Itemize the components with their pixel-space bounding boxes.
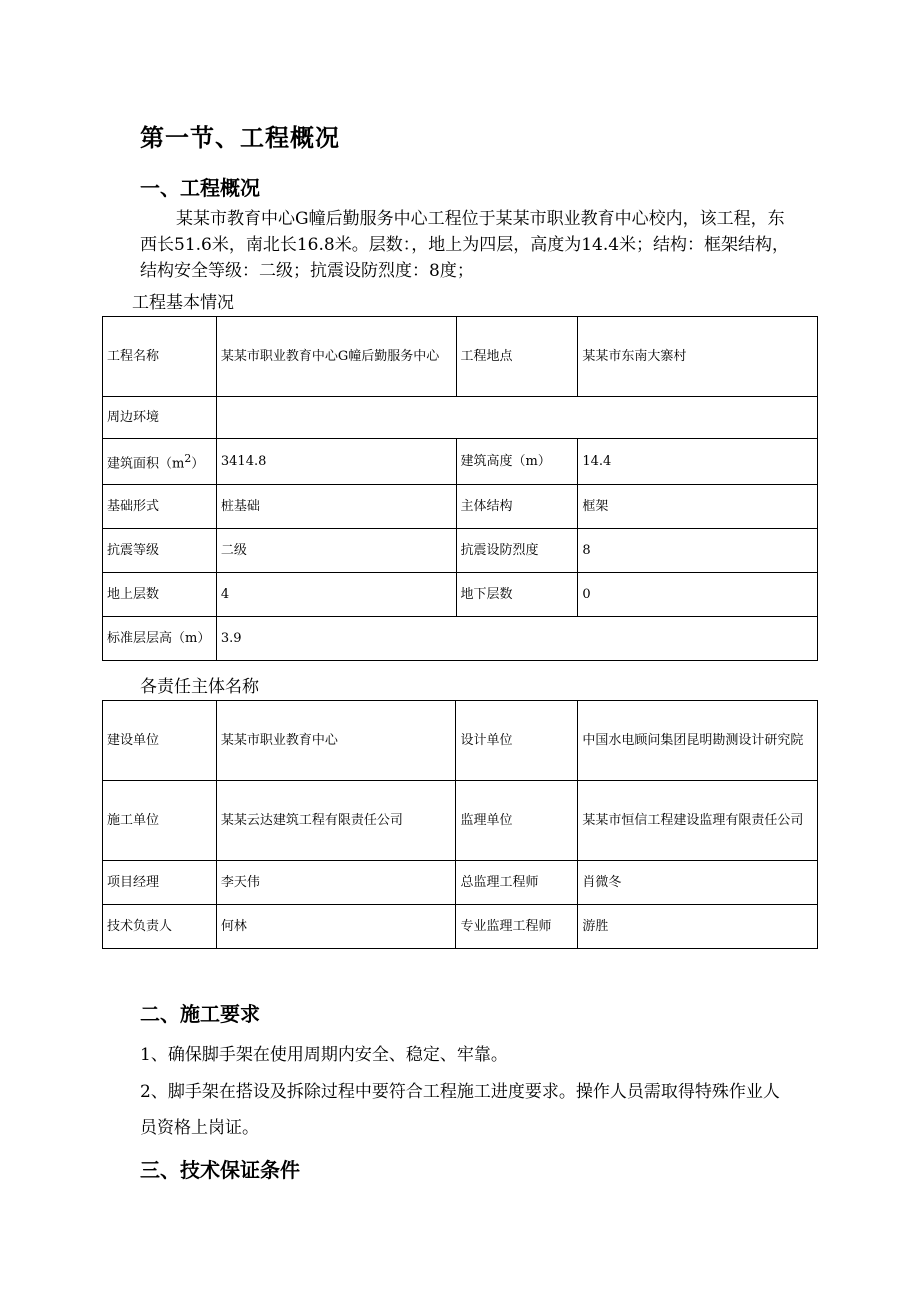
cell-value: 4 xyxy=(216,573,456,617)
table-row xyxy=(103,397,818,439)
cell-label: 工程名称 xyxy=(103,317,217,397)
cell-value: 何林 xyxy=(216,905,456,949)
cell-value: 框架 xyxy=(578,485,818,529)
cell-value: 某某市职业教育中心G幢后勤服务中心 xyxy=(216,317,456,397)
overview-paragraph: 某某市教育中心G幢后勤服务中心工程位于某某市职业教育中心校内，该工程，东西长51.6米，南北长16.8米。层数：，地上为四层，高度为14.4米；结构：框架结构，结构安全等级：二级；抗震设防烈度：8度； xyxy=(140,209,790,281)
cell-value: 某某市恒信工程建设监理有限责任公司 xyxy=(578,781,818,861)
table-row xyxy=(103,317,818,397)
page-title: 第一节、工程概况 xyxy=(140,123,340,152)
cell-label xyxy=(103,439,217,485)
cell-label: 施工单位 xyxy=(103,781,217,861)
cell-value: 游胜 xyxy=(578,905,818,949)
table2-caption: 各责任主体名称 xyxy=(140,677,259,697)
cell-value: 李天伟 xyxy=(216,861,456,905)
cell-label: 建设单位 xyxy=(103,701,217,781)
project-basic-table xyxy=(102,316,818,661)
cell-label: 地下层数 xyxy=(456,573,578,617)
table-row xyxy=(103,439,818,485)
cell-value: 14.4 xyxy=(578,439,818,485)
cell-value: 某某云达建筑工程有限责任公司 xyxy=(216,781,456,861)
cell-value: 3.9 xyxy=(216,617,817,661)
cell-value: 桩基础 xyxy=(216,485,456,529)
cell-value: 某某市职业教育中心 xyxy=(216,701,456,781)
heading-construction-requirements: 二、施工要求 xyxy=(140,1002,260,1026)
responsible-parties-table xyxy=(102,700,818,949)
cell-label: 标准层层高（m） xyxy=(103,617,217,661)
heading-overview: 一、工程概况 xyxy=(140,176,260,200)
table-row xyxy=(103,905,818,949)
cell-label: 项目经理 xyxy=(103,861,217,905)
superscript: 2 xyxy=(184,451,192,465)
table-row xyxy=(103,861,818,905)
cell-value: 二级 xyxy=(216,529,456,573)
cell-value: 中国水电顾问集团昆明勘测设计研究院 xyxy=(578,701,818,781)
cell-value: 0 xyxy=(578,573,818,617)
table-row xyxy=(103,485,818,529)
cell-value: 某某市东南大寨村 xyxy=(578,317,818,397)
cell-label-text: ） xyxy=(191,456,205,472)
cell-value xyxy=(216,397,817,439)
cell-label: 监理单位 xyxy=(456,781,578,861)
table-row xyxy=(103,701,818,781)
table-row xyxy=(103,617,818,661)
cell-label: 总监理工程师 xyxy=(456,861,578,905)
cell-label: 主体结构 xyxy=(456,485,578,529)
cell-label-text: 建筑面积（m xyxy=(107,456,185,472)
cell-label: 建筑高度（m） xyxy=(456,439,578,485)
table-row xyxy=(103,781,818,861)
table-row xyxy=(103,529,818,573)
requirement-item-1: 1、确保脚手架在使用周期内安全、稳定、牢靠。 xyxy=(140,1045,508,1065)
cell-label: 抗震设防烈度 xyxy=(456,529,578,573)
cell-label: 基础形式 xyxy=(103,485,217,529)
cell-value: 3414.8 xyxy=(216,439,456,485)
cell-label: 周边环境 xyxy=(103,397,217,439)
cell-label: 抗震等级 xyxy=(103,529,217,573)
cell-label: 设计单位 xyxy=(456,701,578,781)
cell-label: 技术负责人 xyxy=(103,905,217,949)
cell-label: 地上层数 xyxy=(103,573,217,617)
cell-label: 专业监理工程师 xyxy=(456,905,578,949)
heading-technical-conditions: 三、技术保证条件 xyxy=(140,1158,300,1182)
cell-value: 8 xyxy=(578,529,818,573)
table1-caption: 工程基本情况 xyxy=(132,293,234,313)
cell-value: 肖微冬 xyxy=(578,861,818,905)
table-row xyxy=(103,573,818,617)
requirement-item-2: 2、脚手架在搭设及拆除过程中要符合工程施工进度要求。操作人员需取得特殊作业人员资格上岗证。 xyxy=(140,1082,780,1138)
cell-label: 工程地点 xyxy=(456,317,578,397)
